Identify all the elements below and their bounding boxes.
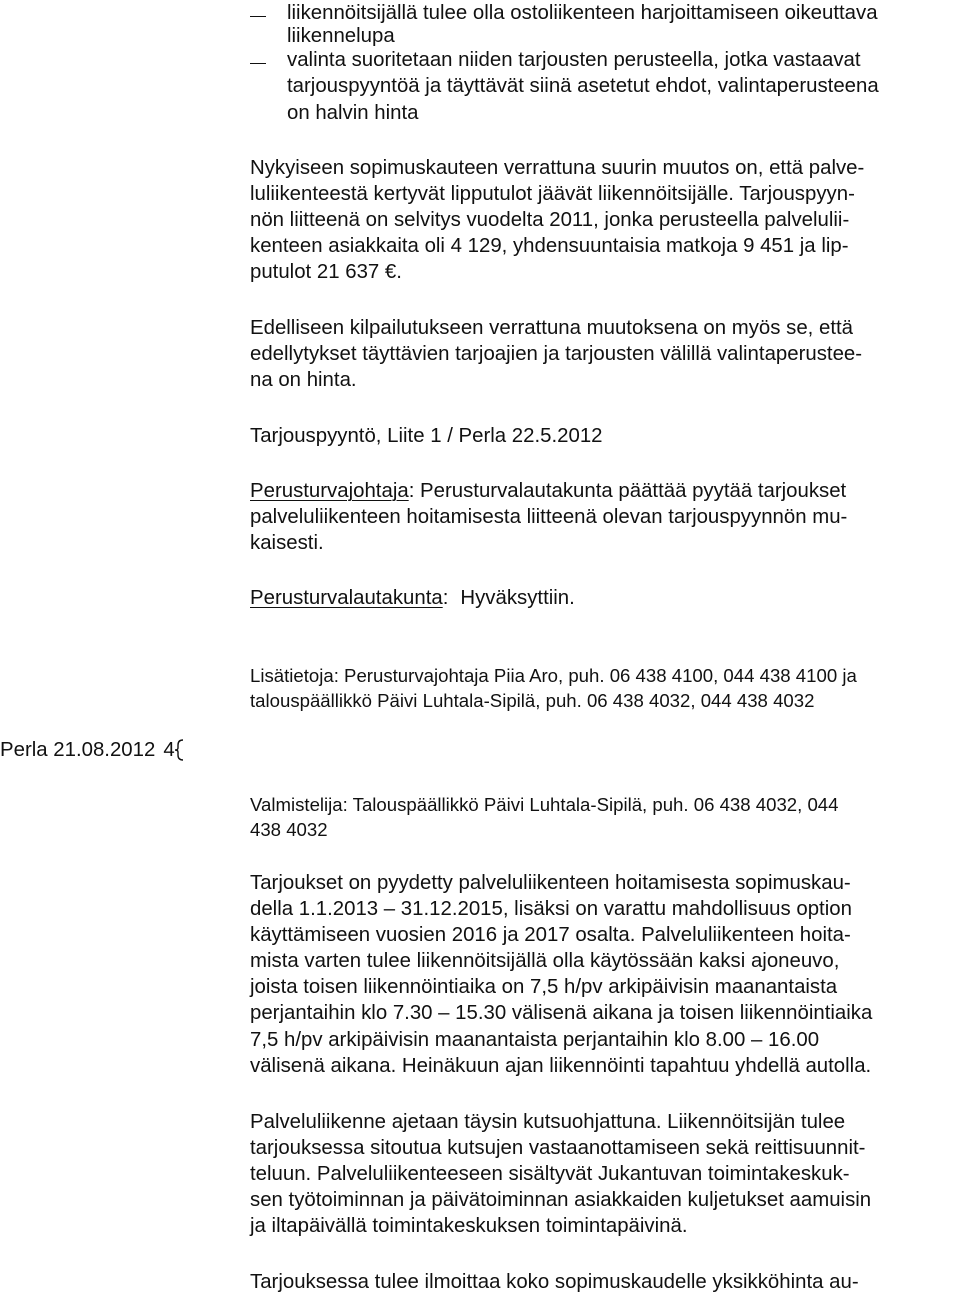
proposal-colon: :: [408, 480, 415, 502]
decision-colon: :: [442, 587, 449, 609]
body-line: käyttämiseen vuosien 2016 ja 2017 osalta. Palveluliikenteen hoita-: [250, 924, 851, 946]
body-line: Nykyiseen sopimuskauteen verrattuna suurin muutos on, että palve-: [250, 157, 865, 179]
decision-line: [250, 585, 575, 611]
section-brace-icon: [174, 737, 186, 763]
body-line: putulot 21 637 €.: [250, 261, 402, 283]
body-line: luliikenteestä kertyvät lipputulot jäävät liikennöitsijälle. Tarjouspyyn-: [250, 183, 855, 205]
body-line: välisenä aikana. Heinäkuun ajan liikennöinti tapahtuu yhdellä autolla.: [250, 1055, 872, 1077]
proposal-text: Perusturvalautakunta päättää pyytää tarjoukset: [414, 480, 847, 502]
body-line: kenteen asiakkaita oli 4 129, yhdensuuntaisia matkoja 9 451 ja lip-: [250, 235, 849, 257]
bullet-line: on halvin hinta: [287, 102, 419, 124]
body-line: della 1.1.2013 – 31.12.2015, lisäksi on varattu mahdollisuus option: [250, 898, 852, 920]
section-marker-text: Perla 21.08.2012: [0, 739, 156, 761]
body-line: edellytykset täyttävien tarjoajien ja tarjousten välillä valintaperustee-: [250, 343, 863, 365]
decision-text: Hyväksyttiin.: [460, 587, 575, 609]
body-line: tarjouksessa sitoutua kutsujen vastaanottamiseen sekä reittisuunnit-: [250, 1137, 866, 1159]
prepared-by-line: 438 4032: [250, 819, 328, 840]
proposal-line: kaisesti.: [250, 532, 324, 554]
body-line: joista toisen liikennöintiaika on 7,5 h/pv arkipäivisin maanantaista: [250, 976, 838, 998]
body-line: Tarjoukset on pyydetty palveluliikenteen hoitamisesta sopimuskau-: [250, 872, 851, 894]
proposal-line: [250, 478, 846, 504]
bullet-line: tarjouspyyntöä ja täyttävät siinä asetetut ehdot, valintaperusteena: [287, 75, 879, 97]
body-line: nön liitteenä on selvitys vuodelta 2011, jonka perusteella palvelulii-: [250, 209, 850, 231]
bullet-line: valinta suoritetaan niiden tarjousten perusteella, jotka vastaavat: [287, 49, 861, 71]
body-line: na on hinta.: [250, 369, 357, 391]
body-line: ja iltapäivällä toimintakeskuksen toimintapäivinä.: [250, 1215, 688, 1237]
body-line: mista varten tulee liikennöitsijällä olla käytössään kaksi ajoneuvo,: [250, 950, 840, 972]
bullet-dash: [250, 16, 266, 17]
info-line: Lisätietoja: Perusturvajohtaja Piia Aro, puh. 06 438 4100, 044 438 4100 ja: [250, 665, 857, 686]
info-line: talouspäällikkö Päivi Luhtala-Sipilä, puh. 06 438 4032, 044 438 4032: [250, 690, 815, 711]
body-line: Edelliseen kilpailutukseen verrattuna muutoksena on myös se, että: [250, 317, 853, 339]
bullet-line: liikennelupa: [287, 25, 395, 47]
proposal-line: palveluliikenteen hoitamisesta liitteenä olevan tarjouspyynnön mu-: [250, 506, 848, 528]
prepared-by-line: Valmistelija: Talouspäällikkö Päivi Luhtala-Sipilä, puh. 06 438 4032, 044: [250, 794, 839, 815]
body-line: perjantaihin klo 7.30 – 15.30 välisenä aikana ja toisen liikennöintiaika: [250, 1002, 873, 1024]
body-line: Palveluliikenne ajetaan täysin kutsuohjattuna. Liikennöitsijän tulee: [250, 1111, 846, 1133]
proposal-label: Perusturvajohtaja: [250, 480, 409, 502]
body-line: teluun. Palveluliikenteeseen sisältyvät Jukantuvan toimintakeskuk-: [250, 1163, 850, 1185]
section-marker-number: 4: [163, 739, 175, 761]
section-marker: [0, 737, 175, 763]
body-line: Tarjouksessa tulee ilmoittaa koko sopimuskaudelle yksikköhinta au-: [250, 1271, 859, 1293]
decision-label: Perusturvalautakunta: [250, 587, 443, 609]
attachment-reference: Tarjouspyyntö, Liite 1 / Perla 22.5.2012: [250, 425, 603, 447]
bullet-line: liikennöitsijällä tulee olla ostoliikenteen harjoittamiseen oikeuttava: [287, 2, 878, 24]
body-line: sen työtoiminnan ja päivätoiminnan asiakkaiden kuljetukset aamuisin: [250, 1189, 872, 1211]
bullet-dash: [250, 63, 266, 64]
body-line: 7,5 h/pv arkipäivisin maanantaista perjantaihin klo 8.00 – 16.00: [250, 1029, 820, 1051]
